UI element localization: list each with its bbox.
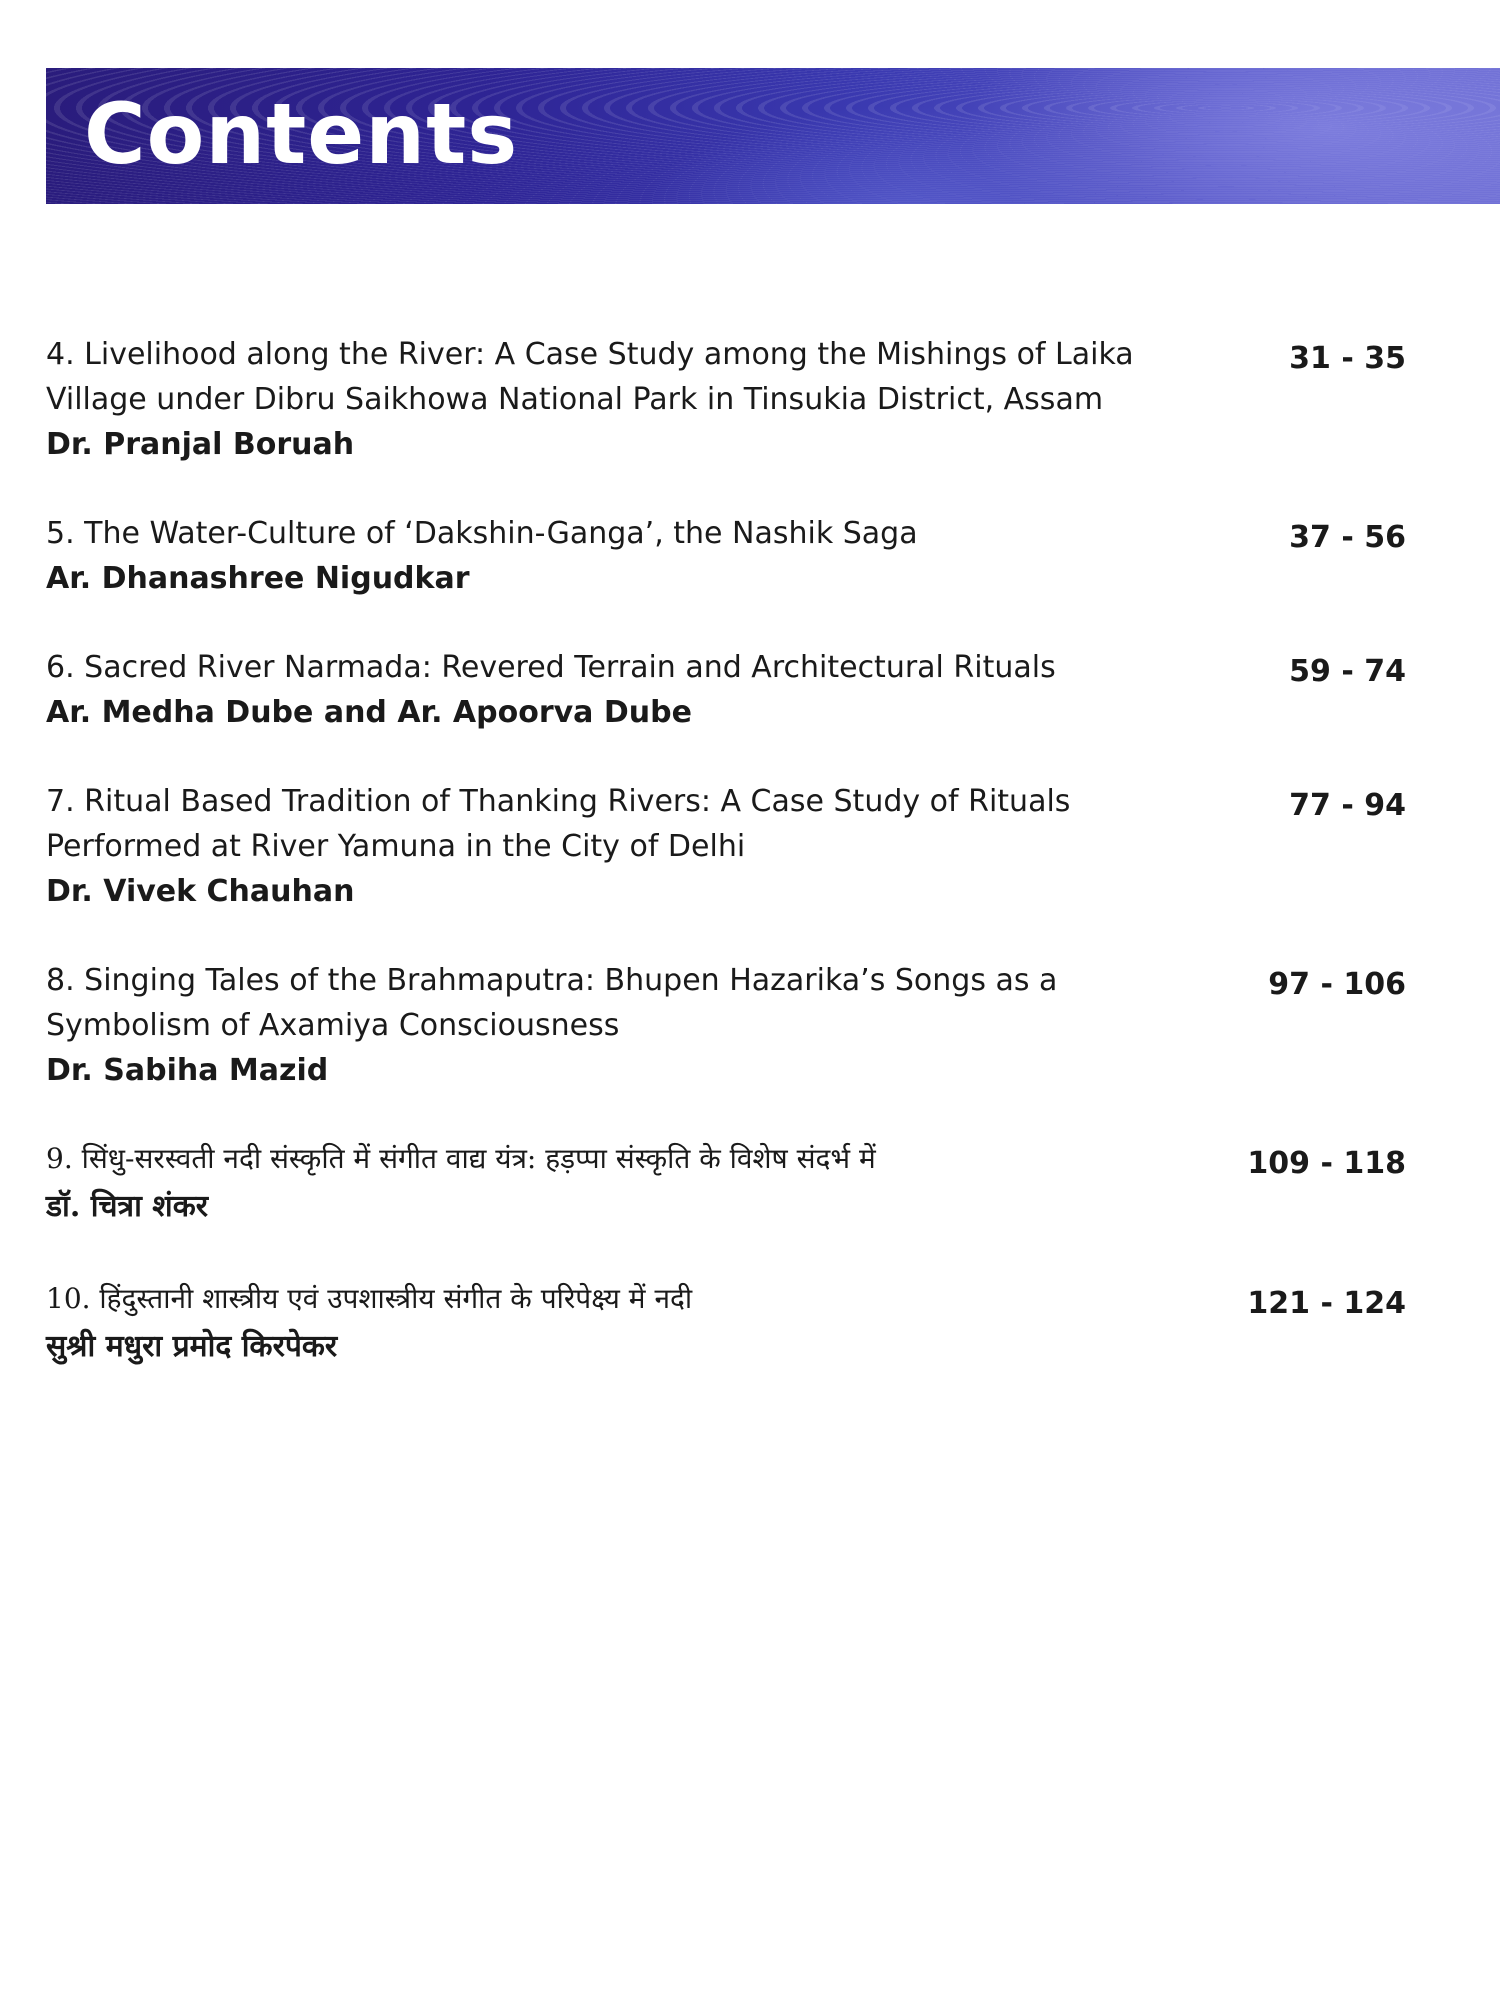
entry-title: 10. हिंदुस्तानी शास्त्रीय एवं उपशास्त्रीय संगीत के परिपेक्ष्य में नदी xyxy=(46,1282,693,1315)
entry-author: Ar. Medha Dube and Ar. Apoorva Dube xyxy=(46,695,692,730)
contents-banner xyxy=(46,68,1500,204)
contents-entry[interactable] xyxy=(46,958,1406,1093)
entry-author: Ar. Dhanashree Nigudkar xyxy=(46,561,470,596)
entry-page-range: 121 - 124 xyxy=(1247,1286,1406,1321)
entry-page-range: 109 - 118 xyxy=(1247,1146,1406,1181)
contents-entry[interactable] xyxy=(46,511,1406,601)
entry-title: 4. Livelihood along the River: A Case Study among the Mishings of Laika Village under Dibru Saikhowa National Park in Tinsukia District, Assam xyxy=(46,337,1134,417)
entry-author: Dr. Pranjal Boruah xyxy=(46,427,355,462)
entry-author: Dr. Vivek Chauhan xyxy=(46,874,355,909)
entry-author: Dr. Sabiha Mazid xyxy=(46,1053,329,1088)
contents-list xyxy=(46,332,1406,1373)
entry-page-range: 31 - 35 xyxy=(1289,341,1406,376)
entry-title: 5. The Water-Culture of ‘Dakshin-Ganga’, the Nashik Saga xyxy=(46,516,918,551)
contents-entry[interactable] xyxy=(46,1137,1406,1233)
entry-page-range: 37 - 56 xyxy=(1289,520,1406,555)
contents-entry[interactable] xyxy=(46,1277,1406,1373)
entry-title: 7. Ritual Based Tradition of Thanking Rivers: A Case Study of Rituals Performed at River Yamuna in the City of Delhi xyxy=(46,784,1071,864)
entry-page-range: 77 - 94 xyxy=(1289,788,1406,823)
contents-entry[interactable] xyxy=(46,332,1406,467)
entry-page-range: 97 - 106 xyxy=(1268,967,1406,1002)
entry-title: 6. Sacred River Narmada: Revered Terrain and Architectural Rituals xyxy=(46,650,1056,685)
entry-author: डॉ. चित्रा शंकर xyxy=(46,1189,209,1224)
entry-author: सुश्री मधुरा प्रमोद किरपेकर xyxy=(46,1329,338,1364)
entry-page-range: 59 - 74 xyxy=(1289,654,1406,689)
contents-entry[interactable] xyxy=(46,645,1406,735)
page-title: Contents xyxy=(84,85,519,183)
entry-title: 9. सिंधु-सरस्वती नदी संस्कृति में संगीत वाद्य यंत्र: हड़प्पा संस्कृति के विशेष संदर्भ में xyxy=(46,1142,876,1175)
contents-entry[interactable] xyxy=(46,779,1406,914)
entry-title: 8. Singing Tales of the Brahmaputra: Bhupen Hazarika’s Songs as a Symbolism of Axamiya Consciousness xyxy=(46,963,1058,1043)
